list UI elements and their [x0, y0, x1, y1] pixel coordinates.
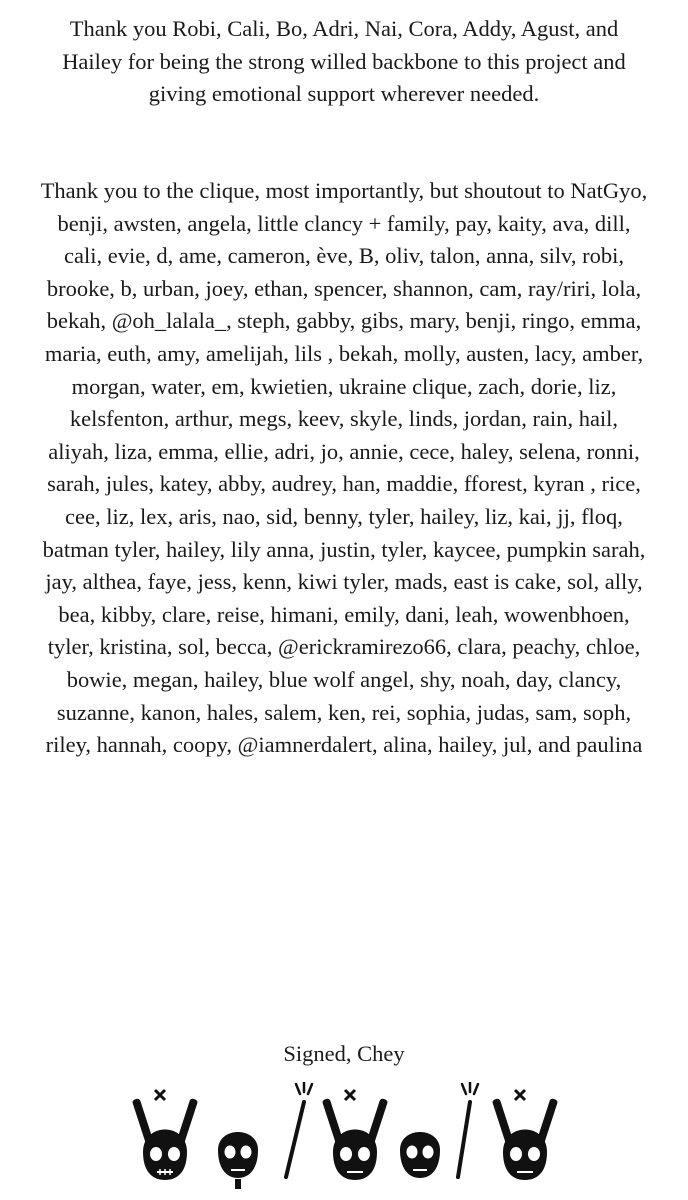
- skeleton-icon: [322, 1090, 388, 1180]
- skeleton-icon: [492, 1090, 558, 1180]
- skull-icon: [218, 1132, 258, 1189]
- thank-you-paragraph-1: Thank you Robi, Cali, Bo, Adri, Nai, Cora, Addy, Agust, and Hailey for being the strong willed backbone to this project and giving emotional support wherever needed.: [62, 16, 626, 107]
- skeleton-doodles: [120, 1082, 590, 1192]
- thank-you-paragraph-2: Thank you to the clique, most importantly, but shoutout to NatGyo, benji, awsten, angela, little clancy + family, pay, kaity, ava, dill, cali, evie, d, ame, cameron, ève, B, oliv, talon, anna, silv, robi, brooke, b, urban, joey, ethan, spencer, shannon, cam, ray/riri, lola, bekah, @oh_lalala_, steph, gabby, gibs, mary, benji, ringo, emma, maria, euth, amy, amelijah, lils , bekah, molly, austen, lacy, amber, morgan, water, em, kwietien, ukraine clique, zach, dorie, liz, kelsfenton, arthur, megs, keev, skyle, linds, jordan, rain, hail, aliyah, liza, emma, ellie, adri, jo, annie, cece, haley, selena, ronni, sarah, jules, katey, abby, audrey, han, maddie, fforest, kyran , rice, cee, liz, lex, aris, nao, sid, benny, tyler, hailey, liz, kai, jj, floq, batman tyler, hailey, lily anna, justin, tyler, kaycee, pumpkin sarah, jay, althea, faye, jess, kenn, kiwi tyler, mads, east is cake, sol, ally, bea, kibby, clare, reise, himani, emily, dani, leah, wowenbhoen, tyler, kristina, sol, becca, @erickramirezo66, clara, peachy, chloe, bowie, megan, hailey, blue wolf angel, shy, noah, day, clancy, suzanne, kanon, hales, salem, ken, rei, sophia, judas, sam, soph, riley, hannah, coopy, @iamnerdalert, alina, hailey, jul, and paulina: [40, 178, 648, 758]
- bone-hand-icon: [286, 1082, 312, 1177]
- skeleton-icon: [132, 1090, 198, 1180]
- bone-hand-icon: [458, 1082, 478, 1177]
- skull-icon: [400, 1132, 440, 1178]
- signature: Signed, Chey: [283, 1041, 405, 1066]
